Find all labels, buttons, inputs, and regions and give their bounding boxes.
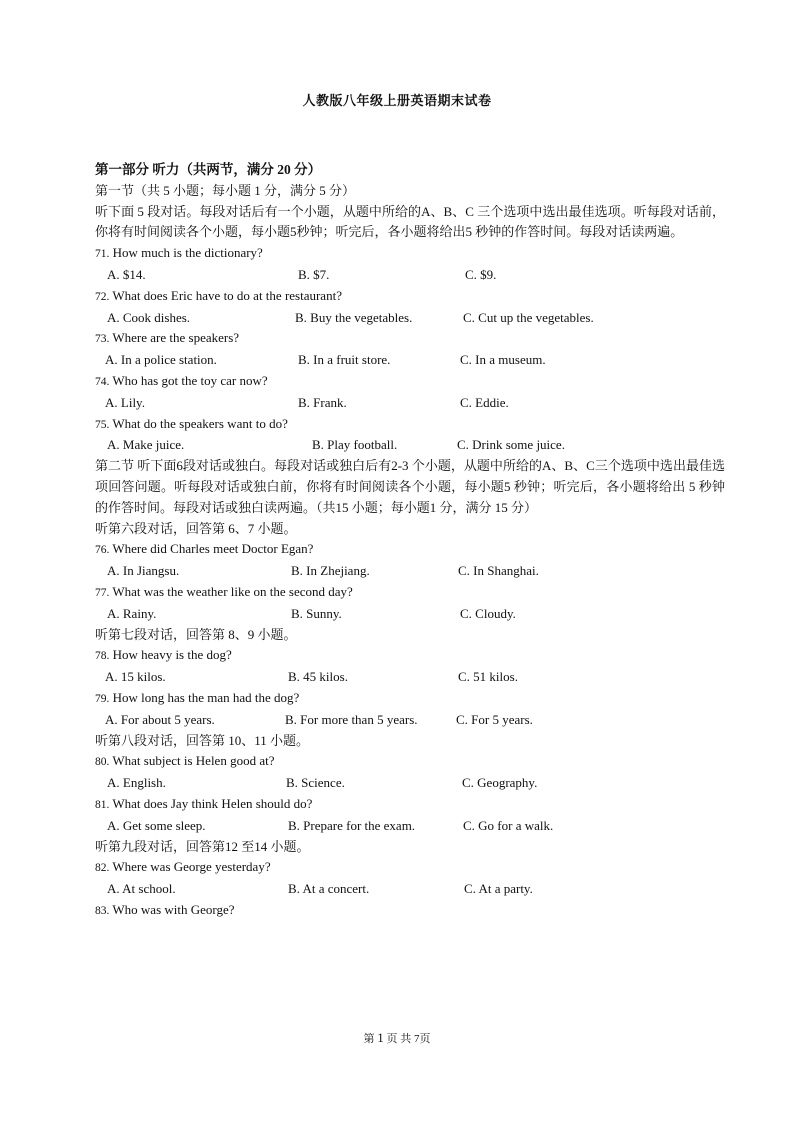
dialog-9-heading: 听第九段对话，回答第12 至14 小题。 xyxy=(95,838,310,854)
footer-mid: 页 共 xyxy=(386,1033,412,1045)
option-a: A. Get some sleep. xyxy=(107,817,206,833)
question-text: What does Jay think Helen should do? xyxy=(112,795,313,811)
question-text: Who has got the toy car now? xyxy=(112,372,268,388)
option-c: C. $9. xyxy=(465,266,497,282)
section2-instructions: 第二节 听下面6段对话或独白。每段对话或独白后有2-3 个小题，从题中所给的A、B、C三个选项中选出最佳选项回答问题。听每段对话或独白前，你将有时间阅读各个小题，每小题5 秒钟；听完后，各小题将给出 5 秒钟的作答时间。每段对话或独白读两遍。（共15 小题；每小题1 分，满分 15 分） xyxy=(95,458,725,515)
page-footer xyxy=(0,1030,794,1046)
question-76 xyxy=(95,539,725,561)
total-pages: 7 xyxy=(414,1033,420,1045)
question-79 xyxy=(95,688,725,710)
option-b: B. Frank. xyxy=(298,394,347,410)
question-number: 71. xyxy=(95,248,110,261)
question-number: 73. xyxy=(95,333,110,346)
section1-heading: 第一节（共 5 小题；每小题 1 分，满分 5 分） xyxy=(95,182,356,198)
option-c: C. At a party. xyxy=(464,881,533,897)
page-number: 1 xyxy=(377,1030,384,1045)
part1-heading: 第一部分 听力（共两节，满分 20 分） xyxy=(95,162,322,177)
dialog-7-heading: 听第七段对话，回答第 8、9 小题。 xyxy=(95,626,297,642)
option-a: A. $14. xyxy=(107,266,146,282)
question-text: What do the speakers want to do? xyxy=(112,415,288,431)
question-number: 83. xyxy=(95,904,110,917)
question-number: 78. xyxy=(95,650,110,663)
question-74 xyxy=(95,371,725,393)
option-c: C. 51 kilos. xyxy=(458,669,518,685)
options-77 xyxy=(95,604,725,625)
option-b: B. Play football. xyxy=(312,437,398,453)
option-c: C. Drink some juice. xyxy=(457,437,565,453)
question-82 xyxy=(95,857,725,879)
footer-suffix: 页 xyxy=(419,1033,431,1045)
question-text: Who was with George? xyxy=(112,901,235,917)
option-a: A. At school. xyxy=(107,881,176,897)
question-text: What does Eric have to do at the restaurant? xyxy=(112,287,342,303)
option-a: A. In a police station. xyxy=(105,352,217,368)
question-text: How heavy is the dog? xyxy=(112,647,232,663)
option-b: B. At a concert. xyxy=(288,881,370,897)
question-77 xyxy=(95,582,725,604)
question-text: Where are the speakers? xyxy=(112,330,240,346)
question-text: What subject is Helen good at? xyxy=(112,753,275,769)
option-a: A. Rainy. xyxy=(107,605,157,621)
question-number: 76. xyxy=(95,544,110,557)
question-71 xyxy=(95,243,725,265)
question-78 xyxy=(95,645,725,667)
options-81 xyxy=(95,816,725,837)
option-a: A. Cook dishes. xyxy=(107,309,191,325)
section1-instructions: 听下面 5 段对话。每段对话后有一个小题，从题中所给的A、B、C 三个选项中选出最佳选项。听每段对话前，你将有时间阅读各个小题，每小题5秒钟；听完后，各小题将给出5 秒钟的作答时间。每段对话读两遍。 xyxy=(95,203,725,240)
question-number: 75. xyxy=(95,418,110,431)
option-c: C. Eddie. xyxy=(460,394,509,410)
question-text: What was the weather like on the second day? xyxy=(112,583,353,599)
question-text: Where did Charles meet Doctor Egan? xyxy=(112,541,314,557)
question-number: 74. xyxy=(95,375,110,388)
option-a: A. 15 kilos. xyxy=(105,669,166,685)
options-75 xyxy=(95,435,725,456)
question-number: 72. xyxy=(95,290,110,303)
question-text: How long has the man had the dog? xyxy=(112,689,300,705)
option-a: A. English. xyxy=(107,775,166,791)
option-b: B. For more than 5 years. xyxy=(285,711,418,727)
options-80 xyxy=(95,773,725,794)
option-b: B. Sunny. xyxy=(291,605,342,621)
options-71 xyxy=(95,265,725,286)
dialog-8-heading: 听第八段对话，回答第 10、11 小题。 xyxy=(95,732,310,748)
question-number: 79. xyxy=(95,692,110,705)
dialog-6-heading: 听第六段对话，回答第 6、7 小题。 xyxy=(95,520,297,536)
options-82 xyxy=(95,879,725,900)
question-72 xyxy=(95,286,725,308)
question-text: Where was George yesterday? xyxy=(112,859,271,875)
option-a: A. Make juice. xyxy=(107,437,185,453)
question-text: How much is the dictionary? xyxy=(112,245,263,261)
question-80 xyxy=(95,751,725,773)
options-73 xyxy=(95,350,725,371)
option-c: C. Geography. xyxy=(462,775,538,791)
option-b: B. Prepare for the exam. xyxy=(288,817,416,833)
option-a: A. For about 5 years. xyxy=(105,711,215,727)
option-b: B. In Zhejiang. xyxy=(291,563,370,579)
option-b: B. 45 kilos. xyxy=(288,669,348,685)
question-75 xyxy=(95,414,725,436)
question-number: 82. xyxy=(95,862,110,875)
listening-section xyxy=(95,160,725,922)
options-79 xyxy=(95,710,725,731)
footer-prefix: 第 xyxy=(363,1033,375,1045)
option-c: C. In Shanghai. xyxy=(458,563,539,579)
option-c: C. For 5 years. xyxy=(456,711,533,727)
question-number: 80. xyxy=(95,756,110,769)
question-81 xyxy=(95,794,725,816)
option-b: B. Buy the vegetables. xyxy=(295,309,413,325)
option-a: A. Lily. xyxy=(105,394,145,410)
options-76 xyxy=(95,561,725,582)
question-83 xyxy=(95,900,725,922)
question-number: 81. xyxy=(95,798,110,811)
option-b: B. In a fruit store. xyxy=(298,352,391,368)
options-72 xyxy=(95,308,725,329)
option-c: C. Cloudy. xyxy=(460,605,516,621)
option-c: C. Go for a walk. xyxy=(463,817,554,833)
options-78 xyxy=(95,667,725,688)
option-c: C. Cut up the vegetables. xyxy=(463,309,594,325)
option-c: C. In a museum. xyxy=(460,352,546,368)
question-73 xyxy=(95,328,725,350)
option-b: B. $7. xyxy=(298,266,330,282)
option-a: A. In Jiangsu. xyxy=(107,563,180,579)
question-number: 77. xyxy=(95,586,110,599)
options-74 xyxy=(95,393,725,414)
option-b: B. Science. xyxy=(286,775,345,791)
document-title: 人教版八年级上册英语期末试卷 xyxy=(302,93,492,108)
